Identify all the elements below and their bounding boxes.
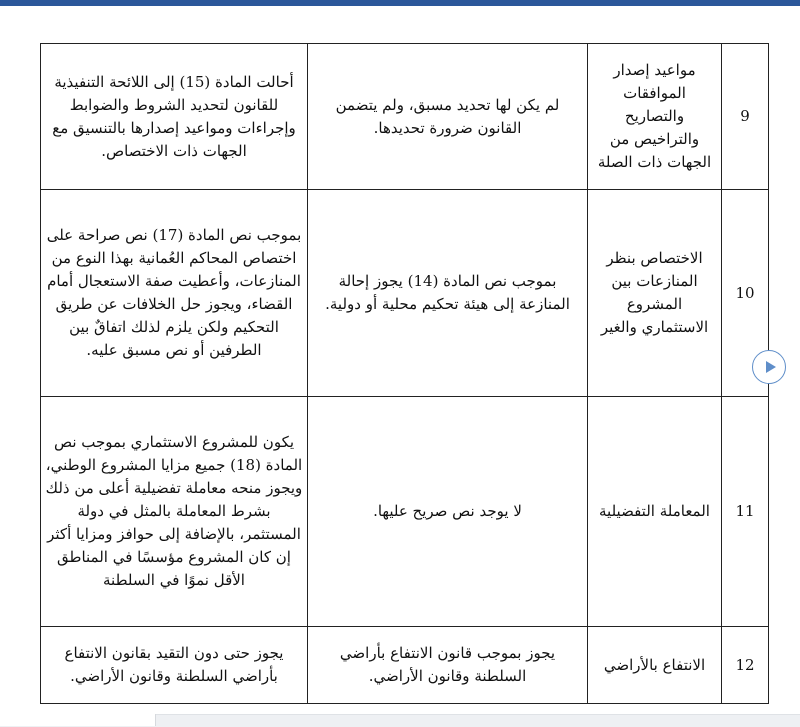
row-number-cell: 10 [722,190,769,397]
new-law-cell: أحالت المادة (15) إلى اللائحة التنفيذية للقانون لتحديد الشروط والضوابط وإجراءات ومواعيد إصدارها بالتنسيق مع الجهات ذات الاختصاص. [41,44,308,190]
new-law-cell: يكون للمشروع الاستثماري بموجب نص المادة (18) جميع مزايا المشروع الوطني، ويجوز منحه معاملة تفضيلية أعلى من ذلك بشرط المعاملة بالمثل في دولة المستثمر، بالإضافة إلى حوافز ومزايا أكثر إن كان المشروع مؤسسًا في المناطق الأقل نموًا في السلطنة [41,397,308,627]
play-button[interactable] [752,350,786,384]
row-number-cell: 12 [722,627,769,704]
subject-cell: المعاملة التفضيلية [588,397,722,627]
subject-cell: الاختصاص بنظر المنازعات بين المشروع الاستثماري والغير [588,190,722,397]
previous-law-cell: لا يوجد نص صريح عليها. [308,397,588,627]
table-row [41,190,769,397]
table-row [41,44,769,190]
previous-law-cell: لم يكن لها تحديد مسبق، ولم يتضمن القانون ضرورة تحديدها. [308,44,588,190]
row-number-cell: 9 [722,44,769,190]
play-circle-icon [766,361,776,373]
subject-cell: مواعيد إصدار الموافقات والتصاريح والتراخيص من الجهات ذات الصلة [588,44,722,190]
previous-law-cell: بموجب نص المادة (14) يجوز إحالة المنازعة إلى هيئة تحكيم محلية أو دولية. [308,190,588,397]
previous-law-cell: يجوز بموجب قانون الانتفاع بأراضي السلطنة وقانون الأراضي. [308,627,588,704]
table-row [41,397,769,627]
subject-cell: الانتفاع بالأراضي [588,627,722,704]
comparison-table [40,43,769,704]
document-page [0,6,800,714]
row-number-cell: 11 [722,397,769,627]
table-row [41,627,769,704]
new-law-cell: بموجب نص المادة (17) نص صراحة على اختصاص المحاكم العُمانية بهذا النوع من المنازعات، وأعطيت صفة الاستعجال أمام القضاء، ويجوز حل الخلافات عن طريق التحكيم ولكن يلزم لذلك اتفاقٌ بين الطرفين أو نص مسبق عليه. [41,190,308,397]
new-law-cell: يجوز حتى دون التقيد بقانون الانتفاع بأراضي السلطنة وقانون الأراضي. [41,627,308,704]
bottom-tab[interactable] [0,714,156,726]
